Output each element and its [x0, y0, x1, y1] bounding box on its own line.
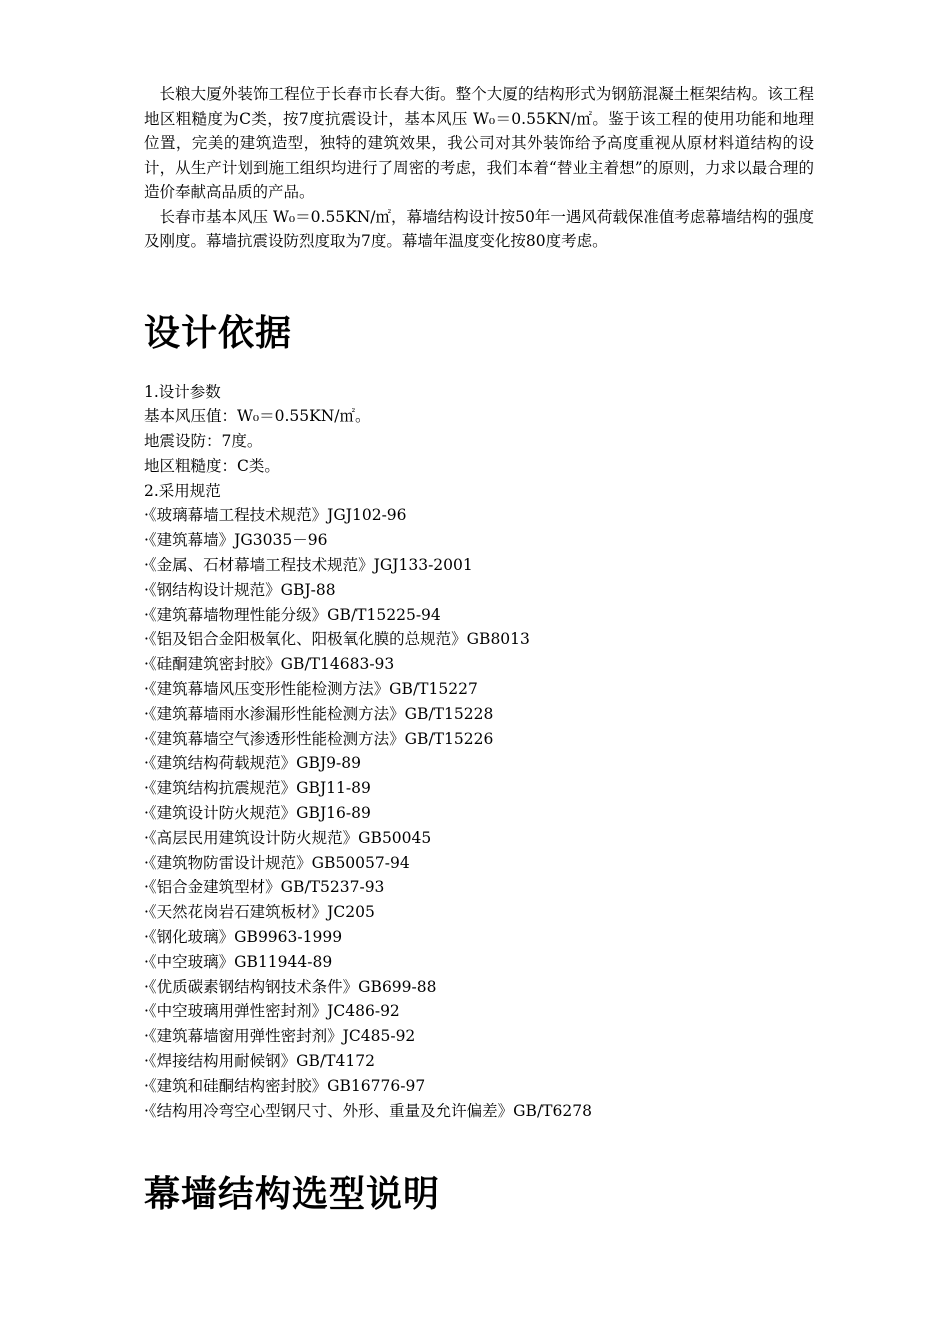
code-item: ·《建筑幕墙雨水渗漏形性能检测方法》GB/T15228 [144, 704, 494, 723]
code-item: ·《建筑幕墙》JG3035－96 [144, 531, 328, 550]
code-item: ·《建筑幕墙空气渗透形性能检测方法》GB/T15226 [144, 729, 494, 748]
heading-design-basis: 设计依据 [144, 312, 293, 354]
code-item: ·《铝合金建筑型材》GB/T5237-93 [144, 878, 385, 897]
code-item: ·《焊接结构用耐候钢》GB/T4172 [144, 1052, 375, 1071]
code-item: ·《建筑幕墙窗用弹性密封剂》JC485-92 [144, 1027, 416, 1046]
code-item: ·《建筑和硅酮结构密封胶》GB16776-97 [144, 1076, 426, 1095]
code-item: ·《中空玻璃用弹性密封剂》JC486-92 [144, 1002, 400, 1021]
intro-paragraph-2: 长春市基本风压 W₀＝0.55KN/㎡，幕墙结构设计按50年一遇风荷载保准值考虑幕墙结构的强度及刚度。幕墙抗震设防烈度取为7度。幕墙年温度变化按80度考虑。 [144, 207, 814, 250]
intro-paragraph-1: 长粮大厦外装饰工程位于长春市长春大街。整个大厦的结构形式为钢筋混凝土框架结构。该工程地区粗糙度为C类，按7度抗震设计，基本风压 W₀＝0.55KN/㎡。鉴于该工程的使用功能和地理位置，完美的建筑造型，独特的建筑效果，我公司对其外装饰给予高度重视从原材料道结构的设计，从生产计划到施工组织均进行了周密的考虑，我们本着“替业主着想”的原则，力求以最合理的造价奉献高品质的产品。 [144, 85, 814, 201]
code-item: ·《中空玻璃》GB11944-89 [144, 952, 333, 971]
code-item: ·《建筑设计防火规范》GBJ16-89 [144, 804, 371, 823]
code-item: ·《高层民用建筑设计防火规范》GB50045 [144, 828, 432, 847]
code-item: ·《建筑幕墙风压变形性能检测方法》GB/T15227 [144, 680, 478, 699]
param-wind-pressure: 基本风压值：W₀＝0.55KN/㎡。 [144, 407, 371, 426]
heading-curtain-wall-selection: 幕墙结构选型说明 [144, 1174, 441, 1216]
code-item: ·《玻璃幕墙工程技术规范》JGJ102-96 [144, 506, 407, 525]
code-item: ·《金属、石材幕墙工程技术规范》JGJ133-2001 [144, 556, 473, 575]
code-item: ·《建筑幕墙物理性能分级》GB/T15225-94 [144, 605, 441, 624]
codes-title: 2.采用规范 [144, 481, 221, 500]
code-item: ·《建筑结构荷载规范》GBJ9-89 [144, 754, 361, 773]
params-title: 1.设计参数 [144, 382, 221, 401]
code-item: ·《建筑物防雷设计规范》GB50057-94 [144, 853, 410, 872]
param-roughness: 地区粗糙度：C类。 [144, 456, 280, 475]
param-seismic: 地震设防：7度。 [144, 432, 263, 451]
code-item: ·《天然花岗岩石建筑板材》JC205 [144, 903, 375, 922]
code-item: ·《建筑结构抗震规范》GBJ11-89 [144, 779, 371, 798]
code-item: ·《优质碳素钢结构钢技术条件》GB699-88 [144, 977, 437, 996]
code-item: ·《硅酮建筑密封胶》GB/T14683-93 [144, 655, 395, 674]
code-item: ·《结构用冷弯空心型钢尺寸、外形、重量及允许偏差》GB/T6278 [144, 1101, 592, 1120]
code-item: ·《钢化玻璃》GB9963-1999 [144, 928, 343, 947]
code-item: ·《铝及铝合金阳极氧化、阳极氧化膜的总规范》GB8013 [144, 630, 530, 649]
code-item: ·《钢结构设计规范》GBJ-88 [144, 580, 336, 599]
document-page [144, 82, 814, 1217]
